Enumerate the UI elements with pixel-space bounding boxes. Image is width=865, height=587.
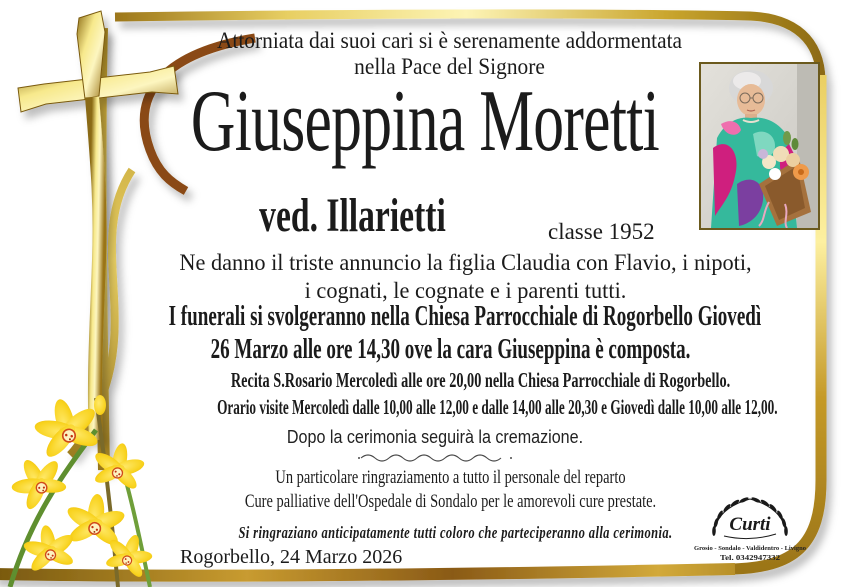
logo-name: Curti bbox=[729, 514, 771, 535]
deceased-name: Giuseppina Moretti bbox=[190, 73, 660, 170]
deceased-photo bbox=[699, 62, 820, 230]
logo-phone: Tel. 0342947332 bbox=[720, 554, 781, 562]
intro-line-1: Attorniata dai suoi cari si è serenamente addormentata bbox=[216, 28, 683, 53]
birth-class: classe 1952 bbox=[548, 219, 655, 244]
widow-title: ved. Illarietti bbox=[259, 189, 446, 242]
divider-ornament bbox=[355, 452, 515, 464]
announcement-line-2: i cognati, le cognate e i parenti tutti. bbox=[304, 277, 627, 304]
thanks-line-1: Un particolare ringraziamento a tutto il personale del reparto bbox=[275, 468, 626, 488]
funeral-line-2: 26 Marzo alle ore 14,30 ove la cara Giuseppina è composta. bbox=[210, 334, 691, 365]
portrait-illustration bbox=[701, 64, 818, 228]
funeral-home-logo bbox=[688, 490, 812, 564]
announcement-line-1: Ne danno il triste annuncio la figlia Claudia con Flavio, i nipoti, bbox=[179, 250, 752, 276]
thanks-text bbox=[127, 467, 774, 514]
thanks-script: Si ringraziano anticipatamente tutti coloro che parteciperanno alla cerimonia. bbox=[238, 523, 673, 542]
visiting-hours: Orario visite Mercoledì dalle 10,00 alle 12,00 e dalle 14,00 alle 20,30 e Giovedì dalle 10,00 alle 12,00. bbox=[217, 395, 778, 419]
place-date: Rogorbello, 24 Marzo 2026 bbox=[180, 546, 403, 568]
rosary-info: Recita S.Rosario Mercoledì alle ore 20,00 nella Chiesa Parrocchiale di Rogorbello. bbox=[230, 368, 731, 392]
thanks-line-2: Cure palliative dell'Ospedale di Sondalo per le amorevoli cure prestate. bbox=[244, 491, 657, 512]
intro-line-2: nella Pace del Signore bbox=[354, 54, 545, 79]
family-announcement bbox=[86, 250, 845, 305]
funeral-info bbox=[168, 300, 762, 366]
funeral-line-1: I funerali si svolgeranno nella Chiesa Parrocchiale di Rogorbello Giovedì bbox=[168, 301, 762, 332]
cremation-note: Dopo la cerimonia seguirà la cremazione. bbox=[286, 426, 584, 447]
logo-locations: Grosio - Sondalo - Valdidentro - Livigno bbox=[694, 545, 806, 552]
